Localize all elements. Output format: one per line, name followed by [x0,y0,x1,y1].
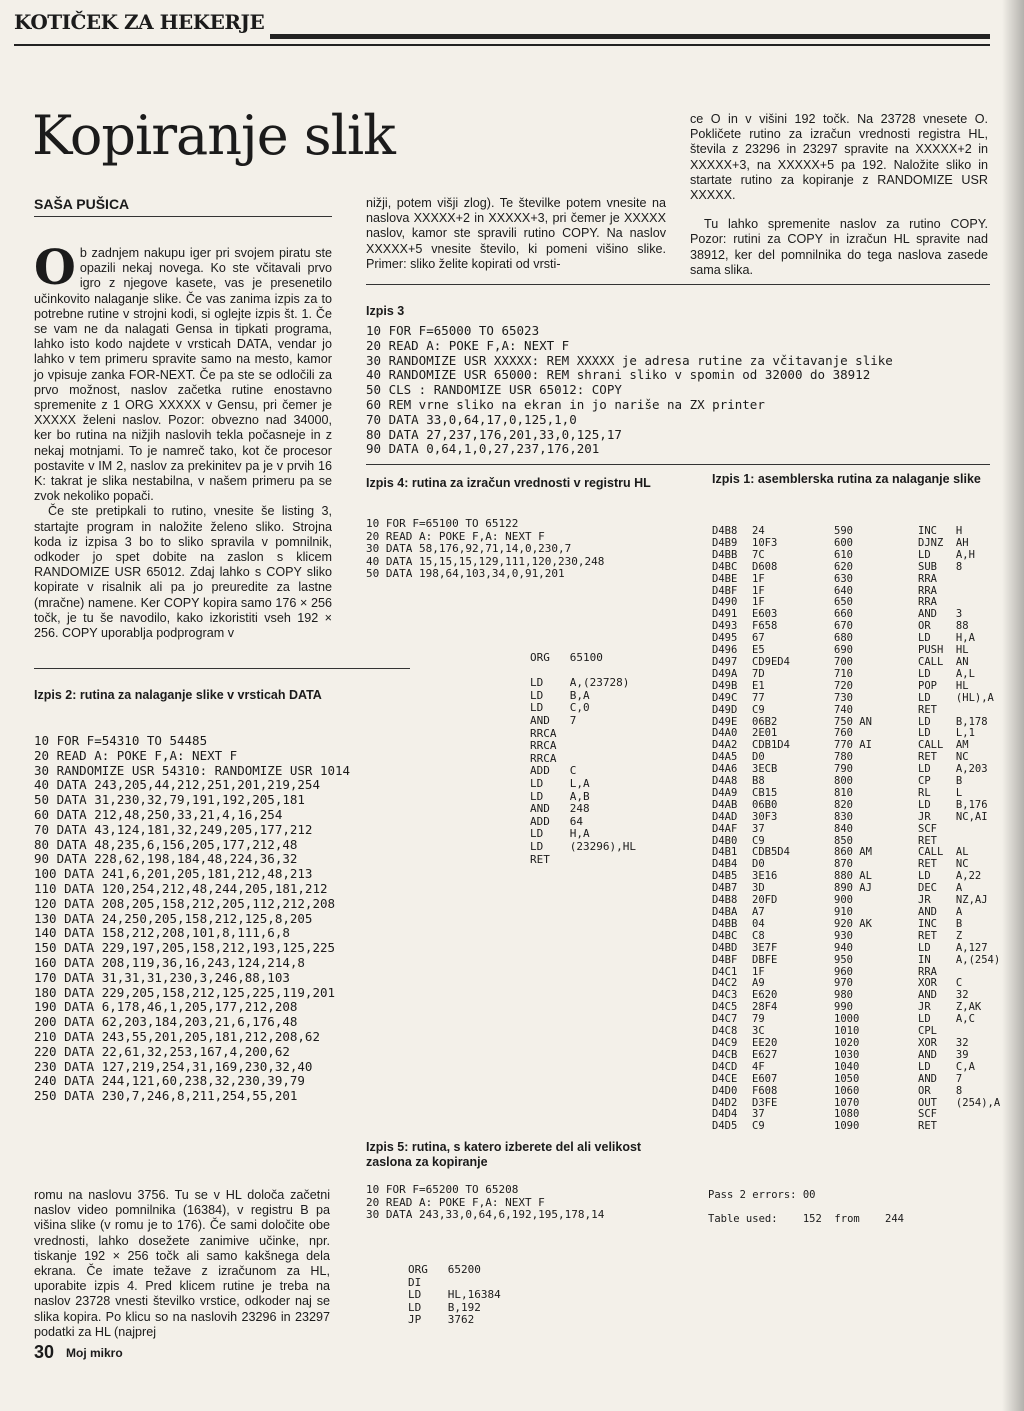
listing2-label: Izpis 2: rutina za nalaganje slike v vrsticah DATA [34,688,322,702]
drop-cap: O [34,240,76,296]
listing3-rule [366,284,990,285]
listing2-code: 10 FOR F=54310 TO 54485 20 READ A: POKE F,A: NEXT F 30 RANDOMIZE USR 54310: RANDOMIZE USR 1014 40 DATA 243,205,44,212,251,201,219,254 50 DATA 31,230,32,79,191,192,205,181 60 DATA 212,48,250,33,21,4,16,254 70 DATA 43,124,181,32,249,205,177,212 80 DATA 48,235,6,156,205,177,212,48 90 DATA 228,62,198,184,48,224,36,32 100 DATA 241,6,201,205,181,212,48,213 110 DATA 120,254,212,48,244,205,181,212 120 DATA 208,205,158,212,205,112,212,208 130 DATA 24,250,205,158,212,125,8,205 140 DATA 158,212,208,101,8,111,6,8 150 DATA 229,197,205,158,212,193,125,225 160 DATA 208,119,36,16,243,124,214,8 170 DATA 31,31,31,230,3,246,88,103 180 DATA 229,205,158,212,125,225,119,201 190 DATA 6,178,46,1,205,177,212,208 200 DATA 62,203,184,203,21,6,176,48 210 DATA 243,55,201,205,181,212,208,62 220 DATA 22,61,32,253,167,4,200,62 230 DATA 127,219,254,31,169,230,32,40 240 DATA 244,121,60,238,32,230,39,79 250 DATA 230,7,246,8,211,254,55,201 [34,733,351,1104]
paragraph-col2: nižji, potem višji zlog). Te številke potem vnesite na naslova XXXXX+2 in XXXXX+3, pri čemer je XXXXX naslov, kamor ste spravili rutino COPY. Na naslov XXXXX+5 vnesite število, ki pomeni višino slike. Primer: sliko želite kopirati od vrsti- [366,196,666,271]
listing1-line-numbers: 590 600 610 620 630 640 650 660 670 680 690 700 710 720 730 740 750 AN 760 770 AI 780 790 800 810 820 830 840 850 860 AM 870 880 AL 890 AJ 900 910 920 AK 930 940 950 960 970 980 990 1000 1010 1020 1030 1040 1050 1060 1070 1080 1090 [834,525,872,1133]
header-rule-thin [14,44,990,46]
article-body-col2 [366,196,666,272]
listing4-code: 10 FOR F=65100 TO 65122 20 READ A: POKE F,A: NEXT F 30 DATA 58,176,92,71,14,0,230,7 40 DATA 15,15,15,129,111,120,230,248 50 DATA 198,64,103,34,0,91,201 [366,517,605,581]
listing4-rule [366,464,990,465]
author-name: SAŠA PUŠICA [34,196,130,212]
listing5-code: 10 FOR F=65200 TO 65208 20 READ A: POKE F,A: NEXT F 30 DATA 243,33,0,64,6,192,195,178,14 [366,1183,605,1222]
paragraph-col3-b: Tu lahko spremenite naslov za rutino COPY. Pozor: rutini za COPY in izračun HL spravite nad 38912, ker del pomnilnika do tega naslova zasede sama slika. [690,217,988,277]
paragraph-listing3: Če ste pretipkali to rutino, vnesite še listing 3, startajte program in naložite želeno sliko. Strojna koda iz izpisa 3 bo to sliko spravila v pomnilnik, odkoder jo spet dobite na zaslon s klicem RANDOMIZE USR 65012. Zdaj lahko s COPY sliko kopirate v risalnik ali pa jo preuredite za lastne (mračne) namene. Ker COPY kopira samo 176 × 256 točk, je tu še navodilo, kako izkoristiti vseh 192 × 256. COPY uporablja podprogram v [34,504,332,641]
article-title: Kopiranje slik [32,104,395,167]
page-edge-shadow [1002,0,1024,1411]
listing5-label: Izpis 5: rutina, s katero izberete del ali velikost zaslona za kopiranje [366,1140,642,1169]
header-rule [270,34,990,39]
listing3-label: Izpis 3 [366,304,405,318]
listing5-asm: ORG 65200 DI LD HL,16384 LD B,192 JP 3762 [408,1263,501,1327]
author-rule [34,216,332,217]
listing4-asm: ORG 65100 LD A,(23728) LD B,A LD C,0 AND 7 RRCA RRCA RRCA ADD C LD L,A LD A,B AND 248 ADD 64 LD H,A LD (23296),HL RET [530,651,636,866]
article-body-col3 [690,112,988,278]
listing1-label: Izpis 1: asemblerska rutina za nalaganje slike [712,472,981,486]
listing1-footer: Pass 2 errors: 00 Table used: 152 from 244 [708,1189,904,1225]
paragraph-bottom: romu na naslovu 3756. Tu se v HL določa začetni naslov video pomnilnika (16384), v registru B pa višina slike (v romu je to 176). Če sami določite obe vrednosti, lahko dosežete zanimive učinke, npr. tiskanje 192 × 256 točk ali samo kakšnega dela ekrana. Če imate težave z izračunom za HL, uporabite izpis 4. Pred klicem rutine je treba na naslov 23728 vnesti številko vrstice, odkoder naj se slika kopira. Po klicu so na naslovih 23296 in 23297 podatki za HL (najprej [34,1188,330,1339]
section-kicker: KOTIČEK ZA HEKERJE [14,10,265,34]
article-body-col1 [34,240,332,641]
article-body-col1-bottom [34,1188,330,1340]
listing4-label: Izpis 4: rutina za izračun vrednosti v registru HL [366,476,651,490]
listing3-code: 10 FOR F=65000 TO 65023 20 READ A: POKE F,A: NEXT F 30 RANDOMIZE USR XXXXX: REM XXXXX je adresa rutine za včitavanje slike 40 RANDOMIZE USR 65000: REM shrani sliko v spomin od 32000 do 38912 50 CLS : RANDOMIZE USR 65012: COPY 60 REM vrne sliko na ekran in jo nariše na ZX printer 70 DATA 33,0,64,17,0,125,1,0 80 DATA 27,237,176,201,33,0,125,17 90 DATA 0,64,1,0,27,237,176,201 [366,323,893,457]
listing2-rule [34,668,410,669]
listing1-source: INC H DJNZ AH LD A,H SUB 8 RRA RRA RRA AND 3 OR 88 LD H,A PUSH HL CALL AN LD A,L POP HL LD (HL),A RET LD B,178 LD L,1 CALL AM RET NC LD A,203 CP B RL L LD B,176 JR NC,AI SCF RET CALL AL RET NC LD A,22 DEC A JR NZ,AJ AND A INC B RET Z LD A,127 IN A,(254) RRA XOR C AND 32 JR Z,AK LD A,C CPL XOR 32 AND 39 LD C,A AND 7 OR 8 OUT (254),A SCF RET [918,525,1001,1133]
listing1-hex: 24 10F3 7C D608 1F 1F 1F E603 F658 67 E5 CD9ED4 7D E1 77 C9 06B2 2E01 CDB1D4 D0 3ECB B8 CB15 06B0 30F3 37 C9 CDB5D4 D0 3E16 3D 20FD A7 04 C8 3E7F DBFE 1F A9 E620 28F4 79 3C EE20 E627 4F E607 F608 D3FE 37 C9 [752,525,790,1133]
magazine-name: Moj mikro [66,1346,123,1360]
listing1-addresses: D4B8 D4B9 D4BB D4BC D4BE D4BF D490 D491 D493 D495 D496 D497 D49A D49B D49C D49D D49E D4A0 D4A2 D4A5 D4A6 D4A8 D4A9 D4AB D4AD D4AF D4B0 D4B1 D4B4 D4B5 D4B7 D4B8 D4BA D4BB D4BC D4BD D4BF D4C1 D4C2 D4C3 D4C5 D4C7 D4C8 D4C9 D4CB D4CD D4CE D4D0 D4D2 D4D4 D4D5 [712,525,738,1133]
page-number: 30 [34,1342,55,1362]
paragraph-col3-a: ce O in v višini 192 točk. Na 23728 vnesete O. Pokličete rutino za izračun vrednosti registra HL, števila z 23296 in 23297 spravite na XXXXX+2 in XXXXX+3, na XXXXX+5 pa 192. Naložite sliko in startate rutino za kopiranje z RANDOMIZE USR XXXXX. [690,112,988,203]
paragraph-intro: b zadnjem nakupu iger pri svojem piratu ste opazili nekaj novega. Ko ste včitavali prvo igro z njegove kasete, vas je presenetilo učinkovito nalaganje slike. Če vas zanima izpis za to potrebne rutine v strojni kodi, si oglejte izpis št. 1. Če se vam ne da nalagati Gensa in tipkati programa, lahko isto kodo najdete v vrsticah DATA, vendar jo lahko v tem primeru spravite samo na mesto, kamor jo vpisuje zanka FOR-NEXT. Če pa ste se odločili za prvo možnost, naslov začetka rutine enostavno spremenite z 1 ORG XXXXX v Gensu, pri čemer je XXXXX želeni naslov. Pozor: obvezno nad 34000, ker bo rutina na nižjih naslovih tekla počasneje in z nekaj motnjami. To je namreč tako, kot če procesor postavite v IM 2, naslov za prekinitev pa je v prvih 16 K: takrat je slika nestabilna, v našem primeru pa se zvok nekoliko popači. [34,246,332,504]
